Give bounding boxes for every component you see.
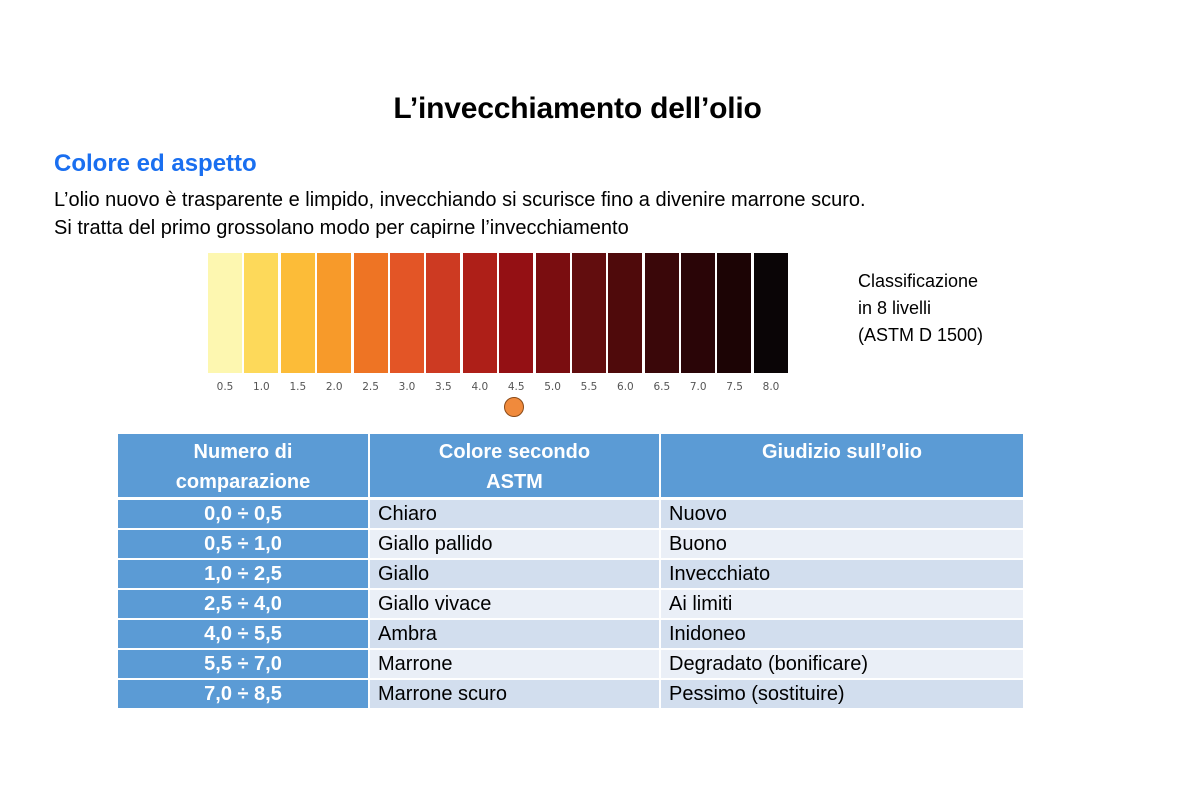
cell-oil-judgement: Invecchiato	[661, 560, 1023, 590]
color-swatch	[681, 253, 715, 373]
header-line: Numero di	[193, 441, 293, 463]
cell-number-range: 1,0 ÷ 2,5	[118, 560, 370, 590]
table-header-row	[118, 434, 1023, 500]
oil-classification-table	[118, 434, 1023, 710]
color-swatch	[572, 253, 606, 373]
scale-tick-label: 1.0	[253, 381, 270, 393]
scale-tick-label: 3.0	[398, 381, 416, 393]
cell-number-range: 7,0 ÷ 8,5	[118, 680, 370, 710]
scale-tick-label: 5.0	[544, 381, 561, 393]
scale-tick-label: 2.0	[325, 381, 343, 393]
classification-note	[858, 268, 983, 349]
scale-tick-label: 8.0	[762, 381, 780, 393]
table-row	[118, 500, 1023, 530]
header-line: comparazione	[175, 471, 311, 493]
cell-astm-color: Marrone	[370, 650, 661, 680]
scale-tick-label: 2.5	[362, 381, 379, 393]
color-swatches	[208, 253, 790, 373]
header-line: Colore secondo	[438, 441, 591, 463]
scale-tick-label: 6.5	[653, 381, 671, 393]
color-swatch	[536, 253, 570, 373]
section-heading: Colore ed aspetto	[54, 150, 257, 177]
note-line: (ASTM D 1500)	[858, 325, 984, 345]
header-line: ASTM	[486, 471, 543, 493]
cell-number-range: 5,5 ÷ 7,0	[118, 650, 370, 680]
color-swatch	[317, 253, 351, 373]
note-line: Classificazione	[858, 271, 979, 291]
cell-oil-judgement: Nuovo	[661, 500, 1023, 530]
scale-tick-label: 4.0	[471, 381, 489, 393]
scale-tick-label: 7.0	[689, 381, 707, 393]
color-swatch	[281, 253, 315, 373]
header-line: Giudizio sull’olio	[762, 441, 922, 463]
color-swatch	[390, 253, 424, 373]
table-row	[118, 560, 1023, 590]
header-color	[370, 434, 661, 500]
scale-tick-label: 0.5	[216, 381, 234, 393]
scale-tick-label: 1.5	[289, 381, 307, 393]
table-row	[118, 530, 1023, 560]
cell-oil-judgement: Ai limiti	[661, 590, 1023, 620]
description-line: Si tratta del primo grossolano modo per capirne l’invecchiamento	[54, 217, 629, 238]
table-row	[118, 620, 1023, 650]
color-swatch	[463, 253, 497, 373]
table-row	[118, 680, 1023, 710]
scale-tick-label: 5.5	[580, 381, 598, 393]
table-row	[118, 590, 1023, 620]
header-judgement	[661, 434, 1023, 500]
cell-astm-color: Giallo	[370, 560, 661, 590]
color-swatch	[208, 253, 242, 373]
astm-color-scale	[208, 253, 790, 393]
color-swatch	[608, 253, 642, 373]
color-swatch	[426, 253, 460, 373]
note-line: in 8 livelli	[858, 298, 932, 318]
cell-oil-judgement: Pessimo (sostituire)	[661, 680, 1023, 710]
page-title: L’invecchiamento dell’olio	[393, 92, 762, 125]
cell-astm-color: Giallo vivace	[370, 590, 661, 620]
description-paragraph	[54, 186, 1054, 238]
description-line: L’olio nuovo è trasparente e limpido, invecchiando si scurisce fino a divenire marrone scuro.	[54, 189, 866, 211]
color-swatch	[717, 253, 751, 373]
scale-tick-label: 6.0	[617, 381, 634, 393]
table-row	[118, 650, 1023, 680]
color-swatch	[354, 253, 388, 373]
cell-astm-color: Ambra	[370, 620, 661, 650]
color-swatch	[499, 253, 533, 373]
cell-astm-color: Chiaro	[370, 500, 661, 530]
scale-marker	[504, 397, 524, 417]
scale-tick-label: 4.5	[507, 381, 525, 393]
cell-number-range: 0,5 ÷ 1,0	[118, 530, 370, 560]
cell-astm-color: Giallo pallido	[370, 530, 661, 560]
cell-number-range: 2,5 ÷ 4,0	[118, 590, 370, 620]
cell-number-range: 4,0 ÷ 5,5	[118, 620, 370, 650]
color-swatch	[645, 253, 679, 373]
cell-oil-judgement: Degradato (bonificare)	[661, 650, 1023, 680]
cell-number-range: 0,0 ÷ 0,5	[118, 500, 370, 530]
scale-tick-label: 7.5	[726, 381, 743, 393]
cell-oil-judgement: Buono	[661, 530, 1023, 560]
cell-astm-color: Marrone scuro	[370, 680, 661, 710]
color-swatch	[754, 253, 788, 373]
scale-tick-label: 3.5	[435, 381, 452, 393]
cell-oil-judgement: Inidoneo	[661, 620, 1023, 650]
color-swatch	[244, 253, 278, 373]
header-number	[118, 434, 370, 500]
